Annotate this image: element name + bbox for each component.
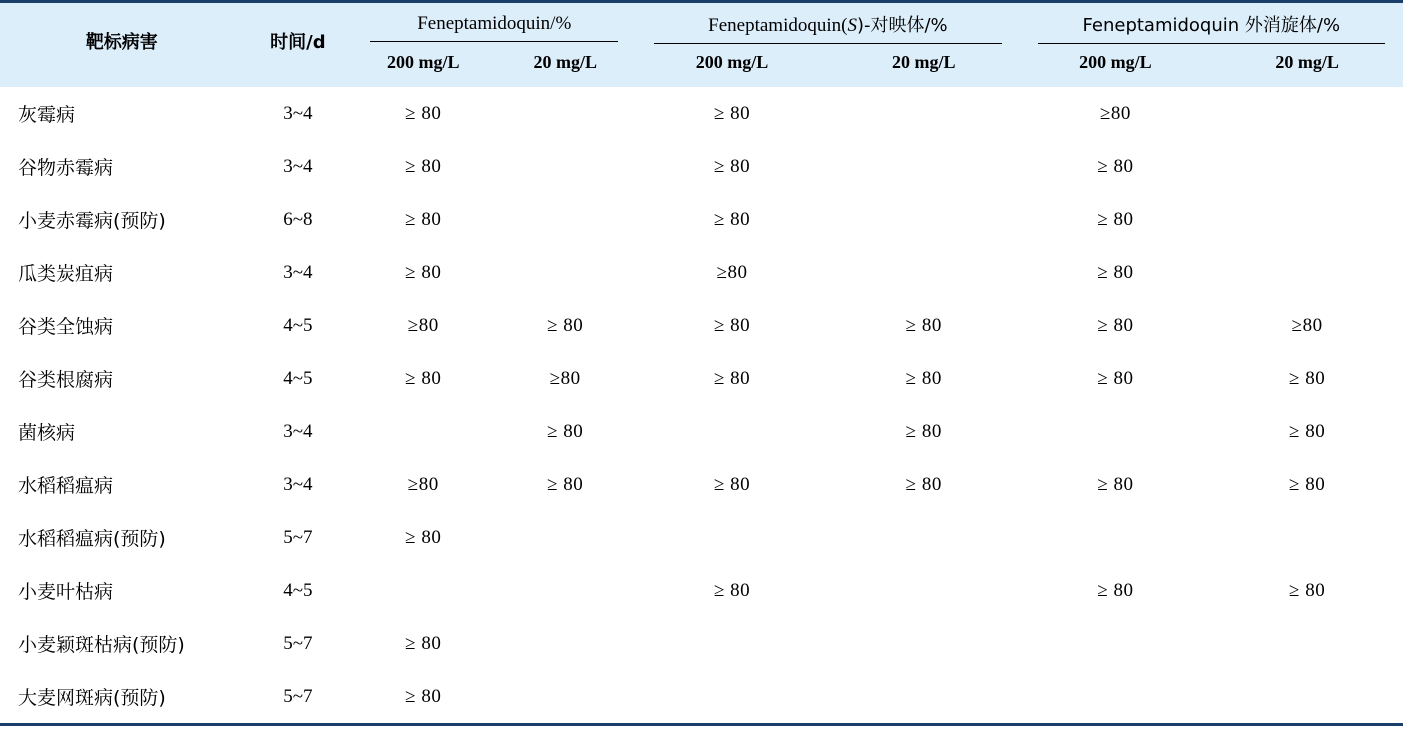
group-header-racemate-label: Feneptamidoquin 外消旋体/%	[1038, 3, 1385, 44]
cell-s-enantiomer-20	[828, 564, 1020, 617]
cell-racemate-20	[1211, 87, 1403, 140]
cell-s-enantiomer-20	[828, 140, 1020, 193]
cell-racemate-20	[1211, 246, 1403, 299]
cell-feneptamidoquin-20: ≥ 80	[547, 314, 584, 336]
cell-s-enantiomer-20	[828, 193, 1020, 246]
table-row	[0, 352, 1403, 405]
cell-time: 4~5	[283, 314, 313, 336]
cell-s-enantiomer-20: ≥ 80	[905, 473, 942, 495]
cell-time: 5~7	[283, 685, 313, 707]
cell-racemate-200: ≥ 80	[1097, 579, 1134, 601]
cell-feneptamidoquin-20	[494, 617, 636, 670]
cell-racemate-200	[1020, 511, 1212, 564]
cell-s-enantiomer-200	[636, 617, 828, 670]
cell-s-enantiomer-200: ≥ 80	[713, 367, 751, 389]
table-row	[0, 140, 1403, 193]
cell-time: 5~7	[283, 526, 313, 548]
cell-s-enantiomer-20	[828, 246, 1020, 299]
cell-s-enantiomer-20: ≥ 80	[905, 420, 942, 442]
cell-racemate-20: ≥ 80	[1289, 579, 1326, 601]
cell-feneptamidoquin-200: ≥ 80	[405, 261, 442, 283]
cell-racemate-20	[1211, 193, 1403, 246]
cell-feneptamidoquin-20	[494, 670, 636, 723]
cell-s-enantiomer-200: ≥ 80	[713, 155, 751, 177]
cell-racemate-20: ≥ 80	[1289, 473, 1326, 495]
table-body	[0, 87, 1403, 723]
cell-feneptamidoquin-200: ≥ 80	[405, 155, 442, 177]
cell-disease: 谷物赤霉病	[18, 157, 114, 179]
subcolumn-header-s-enantiomer-20: 20 mg/L	[828, 44, 1020, 83]
cell-s-enantiomer-200: ≥ 80	[713, 314, 751, 336]
cell-time: 6~8	[283, 208, 313, 230]
table-row	[0, 458, 1403, 511]
cell-s-enantiomer-20: ≥ 80	[905, 314, 942, 336]
cell-racemate-200	[1020, 670, 1212, 723]
cell-racemate-20	[1211, 511, 1403, 564]
cell-racemate-200: ≥ 80	[1097, 367, 1134, 389]
cell-feneptamidoquin-20	[494, 511, 636, 564]
cell-time: 3~4	[283, 155, 313, 177]
cell-racemate-200: ≥ 80	[1097, 208, 1134, 230]
subcolumn-header-racemate-20: 20 mg/L	[1211, 44, 1403, 83]
cell-s-enantiomer-200: ≥80	[716, 261, 748, 283]
cell-racemate-20	[1211, 140, 1403, 193]
cell-time: 4~5	[283, 579, 313, 601]
cell-s-enantiomer-20: ≥ 80	[905, 367, 942, 389]
cell-time: 3~4	[283, 102, 313, 124]
group-header-s-enantiomer-label: Feneptamidoquin(S)-对映体/%	[654, 3, 1001, 44]
cell-s-enantiomer-200: ≥ 80	[713, 473, 751, 495]
group-header-racemate	[1020, 3, 1403, 44]
cell-feneptamidoquin-20: ≥80	[549, 367, 581, 389]
cell-racemate-200: ≥ 80	[1097, 261, 1134, 283]
cell-feneptamidoquin-20	[494, 564, 636, 617]
table-row	[0, 617, 1403, 670]
cell-feneptamidoquin-200: ≥ 80	[405, 632, 442, 654]
cell-racemate-200	[1020, 617, 1212, 670]
cell-disease: 谷类全蚀病	[18, 316, 114, 338]
cell-racemate-200	[1020, 405, 1212, 458]
fungicide-efficacy-table	[0, 3, 1403, 723]
column-header-disease: 靶标病害	[0, 3, 244, 83]
cell-feneptamidoquin-200: ≥ 80	[405, 102, 442, 124]
cell-racemate-200: ≥80	[1099, 102, 1131, 124]
cell-feneptamidoquin-20	[494, 193, 636, 246]
cell-feneptamidoquin-200	[352, 564, 494, 617]
cell-s-enantiomer-20	[828, 670, 1020, 723]
table-row	[0, 564, 1403, 617]
cell-s-enantiomer-200: ≥ 80	[713, 579, 751, 601]
subcolumn-header-s-enantiomer-200: 200 mg/L	[636, 44, 828, 83]
cell-feneptamidoquin-20: ≥ 80	[547, 420, 584, 442]
table-row	[0, 87, 1403, 140]
cell-disease: 灰霉病	[18, 104, 76, 126]
cell-racemate-200: ≥ 80	[1097, 473, 1134, 495]
cell-feneptamidoquin-200: ≥ 80	[405, 367, 442, 389]
cell-racemate-20	[1211, 617, 1403, 670]
cell-disease: 瓜类炭疽病	[18, 263, 114, 285]
cell-s-enantiomer-200: ≥ 80	[713, 102, 751, 124]
group-header-s-enantiomer	[636, 3, 1019, 44]
table-row	[0, 299, 1403, 352]
group-header-feneptamidoquin	[352, 3, 636, 44]
table-row	[0, 193, 1403, 246]
cell-s-enantiomer-200	[636, 670, 828, 723]
subcolumn-header-feneptamidoquin-200: 200 mg/L	[352, 44, 494, 83]
cell-feneptamidoquin-20	[494, 87, 636, 140]
cell-feneptamidoquin-20: ≥ 80	[547, 473, 584, 495]
cell-disease: 大麦网斑病(预防)	[18, 687, 166, 709]
table-row	[0, 670, 1403, 723]
subcolumn-header-feneptamidoquin-20: 20 mg/L	[494, 44, 636, 83]
cell-disease: 小麦叶枯病	[18, 581, 114, 603]
cell-time: 3~4	[283, 261, 313, 283]
header-row-groups	[0, 3, 1403, 44]
cell-s-enantiomer-200	[636, 405, 828, 458]
cell-disease: 水稻稻瘟病(预防)	[18, 528, 166, 550]
cell-s-enantiomer-20	[828, 617, 1020, 670]
cell-disease: 菌核病	[18, 422, 76, 444]
cell-feneptamidoquin-20	[494, 246, 636, 299]
cell-racemate-200: ≥ 80	[1097, 155, 1134, 177]
cell-s-enantiomer-20	[828, 87, 1020, 140]
cell-feneptamidoquin-200: ≥80	[407, 314, 439, 336]
subcolumn-header-racemate-200: 200 mg/L	[1020, 44, 1212, 83]
table-row	[0, 405, 1403, 458]
cell-disease: 小麦颖斑枯病(预防)	[18, 634, 185, 656]
cell-feneptamidoquin-20	[494, 140, 636, 193]
cell-feneptamidoquin-200: ≥ 80	[405, 685, 442, 707]
cell-feneptamidoquin-200: ≥80	[407, 473, 439, 495]
table-bottom-rule	[0, 723, 1403, 726]
cell-time: 4~5	[283, 367, 313, 389]
cell-disease: 谷类根腐病	[18, 369, 114, 391]
cell-disease: 水稻稻瘟病	[18, 475, 114, 497]
cell-racemate-200: ≥ 80	[1097, 314, 1134, 336]
cell-feneptamidoquin-200	[352, 405, 494, 458]
cell-time: 3~4	[283, 473, 313, 495]
cell-racemate-20: ≥80	[1291, 314, 1323, 336]
table-row	[0, 511, 1403, 564]
group-header-feneptamidoquin-label: Feneptamidoquin/%	[370, 5, 618, 42]
cell-racemate-20: ≥ 80	[1289, 420, 1326, 442]
table-header	[0, 3, 1403, 87]
cell-s-enantiomer-200	[636, 511, 828, 564]
table-row	[0, 246, 1403, 299]
column-header-time: 时间/d	[244, 3, 353, 83]
cell-s-enantiomer-20	[828, 511, 1020, 564]
cell-feneptamidoquin-200: ≥ 80	[405, 526, 442, 548]
cell-disease: 小麦赤霉病(预防)	[18, 210, 166, 232]
cell-racemate-20: ≥ 80	[1289, 367, 1326, 389]
cell-time: 5~7	[283, 632, 313, 654]
cell-s-enantiomer-200: ≥ 80	[713, 208, 751, 230]
cell-racemate-20	[1211, 670, 1403, 723]
cell-feneptamidoquin-200: ≥ 80	[405, 208, 442, 230]
cell-time: 3~4	[283, 420, 313, 442]
